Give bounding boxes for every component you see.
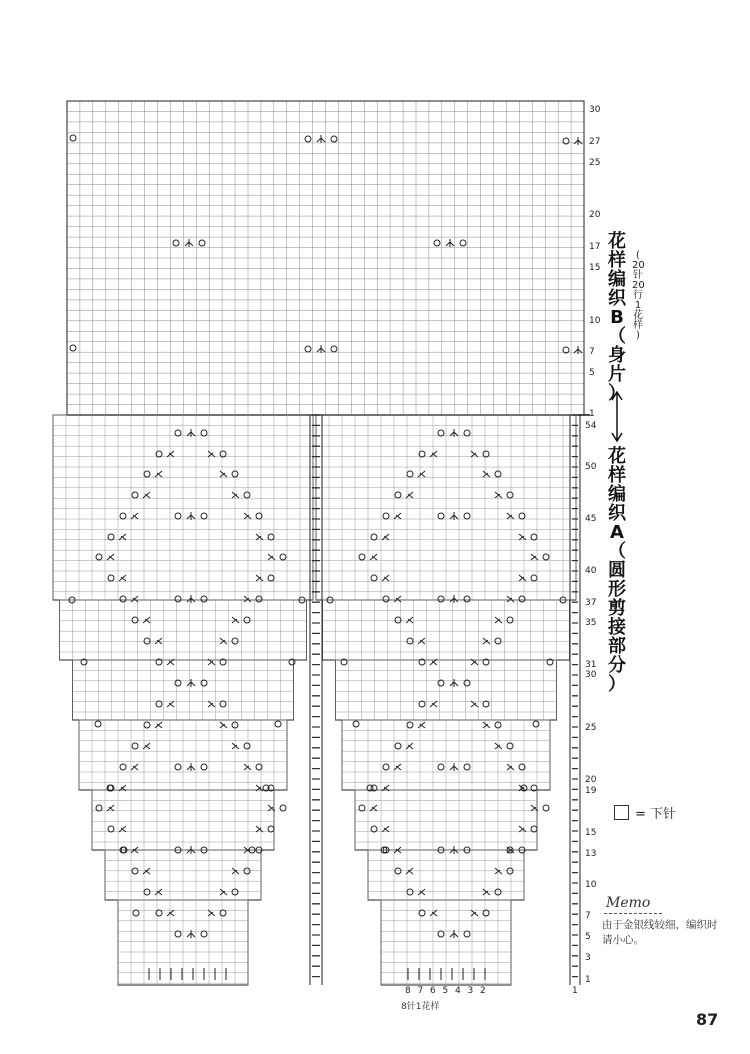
yarn-over-icon xyxy=(132,492,138,498)
yarn-over-icon xyxy=(359,805,365,811)
left-decrease-icon xyxy=(495,617,502,623)
pattern-b-label-char: 花 xyxy=(608,231,626,252)
double-decrease-icon xyxy=(317,345,325,353)
left-decrease-icon xyxy=(483,722,490,728)
left-decrease-icon xyxy=(208,701,215,707)
yarn-over-icon xyxy=(507,492,513,498)
left-decrease-icon xyxy=(519,575,526,581)
yarn-over-icon xyxy=(353,721,359,727)
pattern-a-label-char: 织 xyxy=(608,503,626,524)
right-decrease-icon xyxy=(430,910,437,916)
legend-text: = 下针 xyxy=(635,807,677,822)
yarn-over-icon xyxy=(120,513,126,519)
right-decrease-icon xyxy=(418,638,425,644)
yarn-over-icon xyxy=(108,534,114,540)
right-decrease-icon xyxy=(394,764,401,770)
yarn-over-icon xyxy=(275,721,281,727)
yarn-over-icon xyxy=(395,617,401,623)
yarn-over-icon xyxy=(268,575,274,581)
bottom-stitch-ticks xyxy=(149,968,485,980)
yarn-over-icon xyxy=(201,513,207,519)
right-decrease-icon xyxy=(167,451,174,457)
yarn-over-icon xyxy=(156,701,162,707)
right-decrease-icon xyxy=(131,596,138,602)
double-decrease-icon xyxy=(446,239,454,247)
pattern-a-label-char: 圆 xyxy=(608,560,626,581)
pattern-b-label-char: B xyxy=(610,307,624,328)
top-row-number: 7 xyxy=(589,347,595,357)
right-decrease-icon xyxy=(382,826,389,832)
yarn-over-icon xyxy=(244,743,250,749)
right-decrease-icon xyxy=(430,451,437,457)
right-decrease-icon xyxy=(143,617,150,623)
lower-row-number: 35 xyxy=(585,618,597,628)
yarn-over-icon xyxy=(407,889,413,895)
pattern-b-repeat-char: 20 xyxy=(632,280,645,291)
top-row-number: 27 xyxy=(589,137,601,147)
pattern-b-repeat-char: 花 xyxy=(633,310,643,321)
left-decrease-icon xyxy=(232,743,239,749)
lower-row-number: 7 xyxy=(585,911,591,921)
right-decrease-icon xyxy=(394,513,401,519)
right-decrease-icon xyxy=(406,617,413,623)
right-decrease-icon xyxy=(418,471,425,477)
yarn-over-icon xyxy=(371,534,377,540)
pattern-b-label-char: 片 xyxy=(608,364,626,385)
pattern-b-repeat-char: 20 xyxy=(632,260,645,271)
right-decrease-icon xyxy=(131,764,138,770)
yarn-over-icon xyxy=(220,701,226,707)
yarn-over-icon xyxy=(175,764,181,770)
lower-row-number: 15 xyxy=(585,828,597,838)
yarn-over-icon xyxy=(132,743,138,749)
yarn-over-icon xyxy=(144,722,150,728)
stitch-number: 5 xyxy=(442,986,449,996)
stitch-number: 6 xyxy=(430,986,436,996)
yarn-over-icon xyxy=(395,743,401,749)
yarn-over-icon xyxy=(543,805,549,811)
yarn-over-icon xyxy=(464,931,470,937)
left-decrease-icon xyxy=(220,722,227,728)
top-row-number: 1 xyxy=(589,409,595,419)
yarn-over-icon xyxy=(383,513,389,519)
pattern-b-label-char: 样 xyxy=(608,250,626,271)
right-ladder-ticks xyxy=(572,415,578,977)
lower-row-number: 3 xyxy=(585,953,591,963)
double-decrease-icon xyxy=(187,679,195,687)
stitch-number: 8 xyxy=(405,986,411,996)
top-row-number: 25 xyxy=(589,158,601,168)
left-decrease-icon xyxy=(495,743,502,749)
yarn-over-icon xyxy=(371,575,377,581)
left-decrease-icon xyxy=(244,764,251,770)
left-decrease-icon xyxy=(232,617,239,623)
yarn-over-icon xyxy=(120,764,126,770)
yarn-over-icon xyxy=(201,596,207,602)
yarn-over-icon xyxy=(280,554,286,560)
yarn-over-icon xyxy=(434,240,440,246)
stitch-number: 7 xyxy=(417,986,424,996)
pattern-b-repeat-char: 1 xyxy=(634,300,642,311)
yarn-over-icon xyxy=(331,136,337,142)
lower-row-number: 1 xyxy=(585,975,591,985)
pattern-b-label-char: 织 xyxy=(608,288,626,309)
yarn-over-icon xyxy=(383,764,389,770)
yarn-over-icon xyxy=(533,721,539,727)
yarn-over-icon xyxy=(460,240,466,246)
row-numbers xyxy=(405,105,601,996)
lower-row-number: 13 xyxy=(585,849,597,859)
pattern-b-repeat-char: ( xyxy=(636,250,640,261)
double-decrease-icon xyxy=(450,595,458,603)
pattern-b-repeat-char: 样 xyxy=(633,320,643,331)
pattern-a-label-char: 接 xyxy=(608,617,626,638)
right-decrease-icon xyxy=(394,596,401,602)
yarn-over-icon xyxy=(407,471,413,477)
yarn-over-icon xyxy=(220,451,226,457)
yarn-over-icon xyxy=(220,910,226,916)
pattern-b-label-char: （ xyxy=(608,326,626,347)
pattern-a-label-char: 部 xyxy=(608,636,626,657)
yarn-over-icon xyxy=(383,596,389,602)
yarn-over-icon xyxy=(371,826,377,832)
yarn-over-icon xyxy=(438,931,444,937)
right-decrease-icon xyxy=(155,471,162,477)
left-decrease-icon xyxy=(244,596,251,602)
pattern-a-label-char: ） xyxy=(608,674,626,695)
page-number: 87 xyxy=(696,1010,719,1029)
stitch-number: 1 xyxy=(572,986,578,996)
yarn-over-icon xyxy=(395,492,401,498)
yarn-over-icon xyxy=(244,492,250,498)
top-row-number: 17 xyxy=(589,242,601,252)
left-decrease-icon xyxy=(507,596,514,602)
right-decrease-icon xyxy=(167,701,174,707)
yarn-over-icon xyxy=(268,826,274,832)
lower-row-number: 40 xyxy=(585,566,597,576)
yarn-over-icon xyxy=(464,764,470,770)
memo-title: Memo xyxy=(606,895,651,911)
double-decrease-icon xyxy=(317,135,325,143)
pattern-a-label-char: 剪 xyxy=(608,598,626,619)
yarn-over-icon xyxy=(132,617,138,623)
right-decrease-icon xyxy=(119,534,126,540)
double-decrease-icon xyxy=(185,239,193,247)
yarn-over-icon xyxy=(305,136,311,142)
repeat-caption: 8针1花样 xyxy=(401,1002,440,1012)
legend xyxy=(614,803,676,822)
pattern-b-repeat-char: ) xyxy=(636,330,640,341)
yarn-over-icon xyxy=(95,721,101,727)
left-pyramid-lines xyxy=(53,415,313,985)
yarn-over-icon xyxy=(438,513,444,519)
yarn-over-icon xyxy=(531,575,537,581)
yarn-over-icon xyxy=(268,534,274,540)
yarn-over-icon xyxy=(201,764,207,770)
right-decrease-icon xyxy=(382,534,389,540)
right-pyramid-block xyxy=(323,600,570,660)
left-decrease-icon xyxy=(519,534,526,540)
lower-row-number: 50 xyxy=(585,462,597,472)
lower-row-number: 45 xyxy=(585,514,597,524)
yarn-over-icon xyxy=(108,575,114,581)
double-decrease-icon xyxy=(574,346,582,354)
pattern-b-label-char: ） xyxy=(608,383,626,404)
yarn-over-icon xyxy=(173,240,179,246)
yarn-over-icon xyxy=(70,135,76,141)
yarn-over-icon xyxy=(483,910,489,916)
yarn-over-icon xyxy=(201,430,207,436)
right-decrease-icon xyxy=(119,826,126,832)
right-decrease-icon xyxy=(418,889,425,895)
left-decrease-icon xyxy=(256,826,263,832)
right-decrease-icon xyxy=(370,805,377,811)
chart-grid xyxy=(53,101,622,985)
yarn-over-icon xyxy=(359,554,365,560)
yarn-over-icon xyxy=(175,513,181,519)
pattern-b-repeat-char: 针 xyxy=(633,270,643,281)
yarn-over-icon xyxy=(438,764,444,770)
left-decrease-icon xyxy=(519,826,526,832)
yarn-over-icon xyxy=(199,240,205,246)
right-decrease-icon xyxy=(167,910,174,916)
pattern-b-repeat-char: 行 xyxy=(633,290,643,301)
left-decrease-icon xyxy=(483,471,490,477)
right-pyramid-lines xyxy=(316,415,576,985)
top-row-number: 10 xyxy=(589,316,601,326)
yarn-over-icon xyxy=(144,638,150,644)
stitch-number: 3 xyxy=(467,986,474,996)
pattern-a-label-char: 样 xyxy=(608,465,626,486)
yarn-over-icon xyxy=(175,430,181,436)
pattern-a-label-char: 分 xyxy=(608,655,626,676)
yarn-over-icon xyxy=(407,638,413,644)
top-row-number: 5 xyxy=(589,368,595,378)
lower-row-number: 20 xyxy=(585,775,597,785)
pattern-a-label-char: 形 xyxy=(608,579,626,600)
left-decrease-icon xyxy=(483,889,490,895)
left-decrease-icon xyxy=(256,534,263,540)
yarn-over-icon xyxy=(232,638,238,644)
pattern-b-label-char: 编 xyxy=(608,269,626,290)
left-decrease-icon xyxy=(471,701,478,707)
right-decrease-icon xyxy=(119,575,126,581)
double-decrease-icon xyxy=(450,679,458,687)
right-decrease-icon xyxy=(107,554,114,560)
lower-row-number: 19 xyxy=(585,786,597,796)
left-decrease-icon xyxy=(220,471,227,477)
left-decrease-icon xyxy=(507,764,514,770)
yarn-over-icon xyxy=(280,805,286,811)
yarn-over-icon xyxy=(438,430,444,436)
top-row-number: 15 xyxy=(589,263,601,273)
yarn-over-icon xyxy=(464,596,470,602)
lower-row-number: 31 xyxy=(585,660,597,670)
yarn-over-icon xyxy=(464,513,470,519)
pattern-b-label-char: 身 xyxy=(608,345,626,366)
left-decrease-icon xyxy=(220,889,227,895)
right-pyramid-block xyxy=(336,660,557,720)
yarn-over-icon xyxy=(201,931,207,937)
double-decrease-icon xyxy=(574,137,582,145)
yarn-over-icon xyxy=(531,534,537,540)
yarn-over-icon xyxy=(175,931,181,937)
yarn-over-icon xyxy=(108,826,114,832)
right-decrease-icon xyxy=(107,805,114,811)
pattern-a-label-char: （ xyxy=(608,541,626,562)
top-row-number: 20 xyxy=(589,210,601,220)
left-decrease-icon xyxy=(507,513,514,519)
lower-row-number: 37 xyxy=(585,598,597,608)
lower-row-number: 25 xyxy=(585,723,597,733)
yarn-over-icon xyxy=(483,701,489,707)
yarn-over-icon xyxy=(120,596,126,602)
left-decrease-icon xyxy=(244,513,251,519)
left-decrease-icon xyxy=(220,638,227,644)
yarn-over-icon xyxy=(144,889,150,895)
stitch-number: 2 xyxy=(480,986,486,996)
yarn-over-icon xyxy=(133,910,139,916)
yarn-over-icon xyxy=(96,554,102,560)
left-decrease-icon xyxy=(232,492,239,498)
yarn-over-icon xyxy=(464,430,470,436)
yarn-over-icon xyxy=(419,701,425,707)
pattern-a-label-char: 花 xyxy=(608,446,626,467)
yarn-over-icon xyxy=(175,596,181,602)
yarn-over-icon xyxy=(507,743,513,749)
top-row-number: 30 xyxy=(589,105,601,115)
right-decrease-icon xyxy=(155,722,162,728)
yarn-over-icon xyxy=(531,826,537,832)
right-decrease-icon xyxy=(418,722,425,728)
memo-divider xyxy=(604,913,662,914)
right-decrease-icon xyxy=(155,638,162,644)
left-pyramid-block xyxy=(60,600,307,660)
yarn-over-icon xyxy=(331,346,337,352)
lower-row-number: 54 xyxy=(585,421,597,431)
yarn-over-icon xyxy=(438,596,444,602)
memo-text: 由于金银线较细，编织时请小心。 xyxy=(602,919,718,946)
grid-lines-top xyxy=(67,101,584,415)
yarn-over-icon xyxy=(543,554,549,560)
yarn-over-icon xyxy=(96,805,102,811)
double-decrease-icon xyxy=(187,595,195,603)
stitch-number: 4 xyxy=(455,986,461,996)
yarn-over-icon xyxy=(495,638,501,644)
right-decrease-icon xyxy=(370,554,377,560)
yarn-over-icon xyxy=(244,617,250,623)
right-decrease-icon xyxy=(430,701,437,707)
right-decrease-icon xyxy=(155,889,162,895)
lower-row-number: 5 xyxy=(585,932,591,942)
yarn-over-icon xyxy=(70,345,76,351)
knit-stitch-icon xyxy=(614,805,629,820)
yarn-over-icon xyxy=(305,346,311,352)
lower-row-number: 30 xyxy=(585,670,597,680)
right-decrease-icon xyxy=(382,575,389,581)
pattern-a-label-char: A xyxy=(610,522,624,543)
yarn-over-icon xyxy=(507,617,513,623)
yarn-over-icon xyxy=(483,451,489,457)
left-pyramid-block xyxy=(73,660,294,720)
yarn-over-icon xyxy=(407,722,413,728)
yarn-over-icon xyxy=(144,471,150,477)
left-decrease-icon xyxy=(256,575,263,581)
double-decrease-icon xyxy=(450,763,458,771)
left-decrease-icon xyxy=(483,638,490,644)
right-decrease-icon xyxy=(131,513,138,519)
pattern-a-label-char: 编 xyxy=(608,484,626,505)
left-decrease-icon xyxy=(495,492,502,498)
lower-row-number: 10 xyxy=(585,880,597,890)
double-decrease-icon xyxy=(187,763,195,771)
